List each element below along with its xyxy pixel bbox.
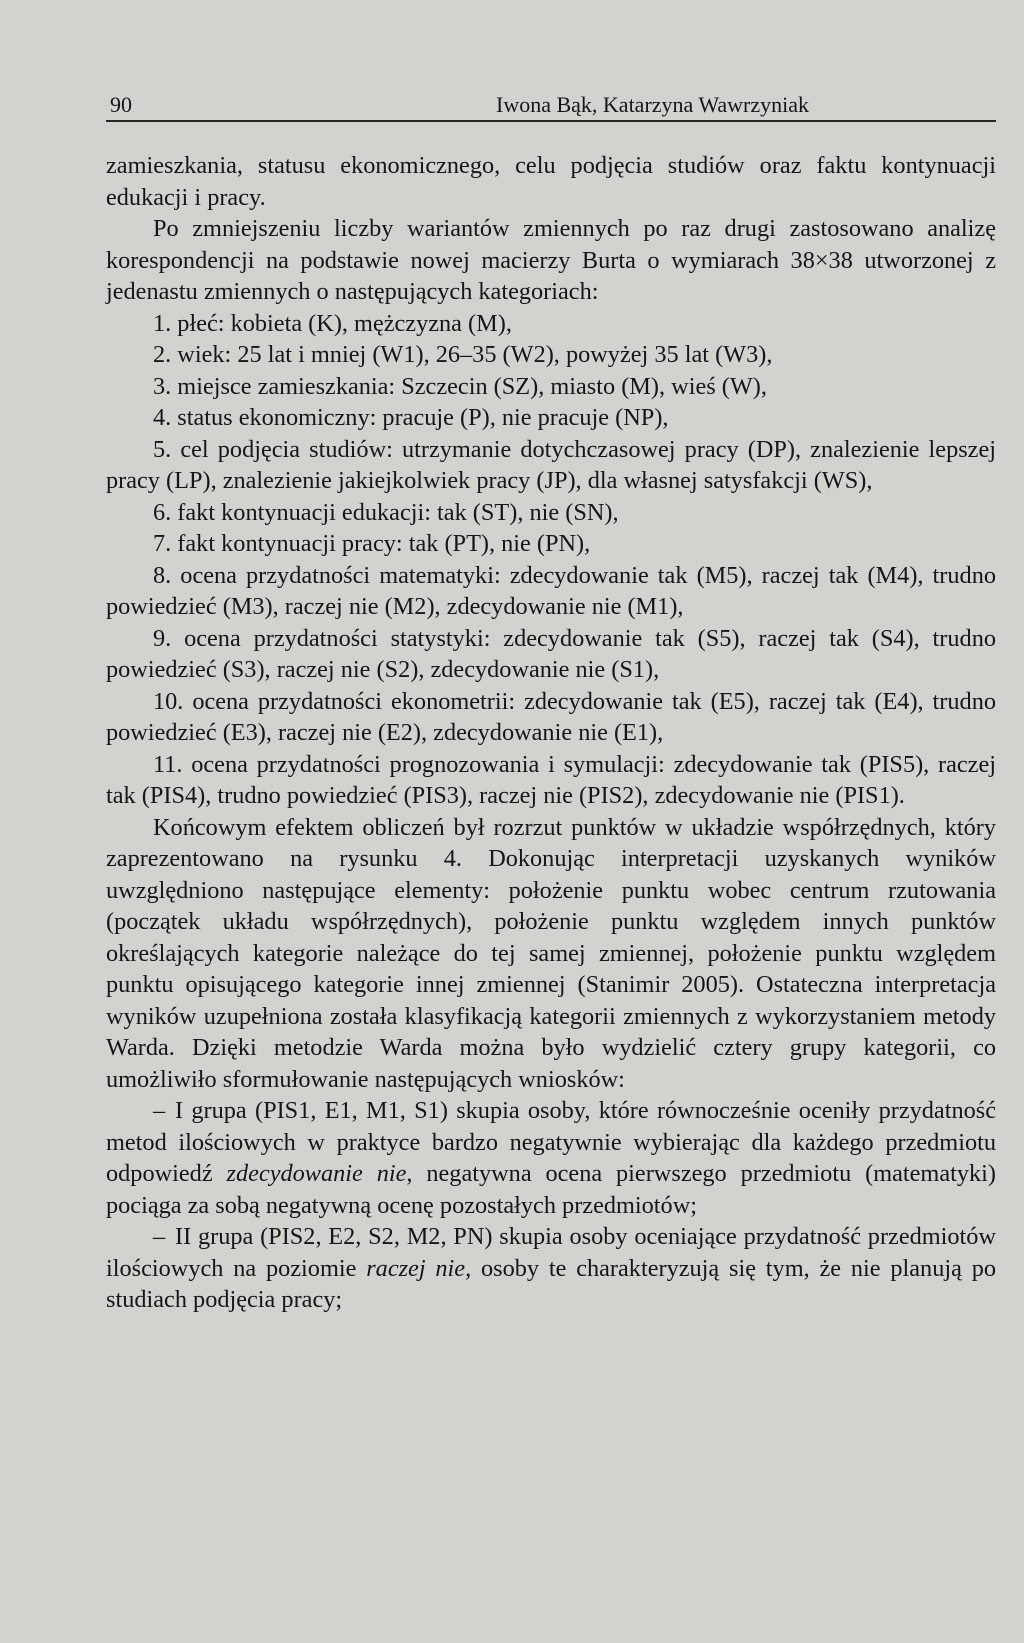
page-header [106,86,996,122]
dash-marker: – [153,1097,166,1124]
paragraph-results: Końcowym efektem obliczeń był rozrzut punktów w układzie współrzędnych, który zaprezentowano na rysunku 4. Dokonując interpretacji uzyskanych wyników uwzględniono następujące elementy: położenie punktu wobec centrum rzutowania (początek układu współrzędnych), położenie punktu względem innych punktów określających kategorie należące do tej samej zmiennej, położenie punktu względem punktu opisującego kategorie innej zmiennej (Stanimir 2005). Ostateczna interpretacja wyników uzupełniona została klasyfikacją kategorii zmiennych z wykorzystaniem metody Warda. Dzięki metodzie Warda można było wydzielić cztery grupy kategorii, co umożliwiło sformułowanie następujących wniosków: [106,813,996,1093]
paragraph-continuation: zamieszkania, statusu ekonomicznego, celu podjęcia studiów oraz faktu kontynuacji edukacji i pracy. [106,152,996,211]
list-item: 4. status ekonomiczny: pracuje (P), nie pracuje (NP), [153,404,669,431]
group-item-2 [106,1221,996,1316]
paragraph-intro: Po zmniejszeniu liczby wariantów zmiennych po raz drugi zastosowano analizę korespondencji na podstawie nowej macierzy Burta o wymiarach 38×38 utworzonej z jedenastu zmiennych o następujących kategoriach: [106,215,996,305]
group-text: I grupa (PIS1, E1, M1, S1) skupia osoby, które równocześnie oceniły przydatność metod ilościowych w praktyce bardzo negatywnie wybierając dla każdego przedmiotu odpowiedź [106,1097,996,1187]
list-item: 7. fakt kontynuacji pracy: tak (PT), nie (PN), [153,530,591,557]
list-item: 8. ocena przydatności matematyki: zdecydowanie tak (M5), raczej tak (M4), trudno powiedzieć (M3), raczej nie (M2), zdecydowanie nie (M1), [106,561,996,620]
list-item: 2. wiek: 25 lat i mniej (W1), 26–35 (W2), powyżej 35 lat (W3), [153,341,773,368]
group-list [106,1095,996,1316]
body-text [106,150,996,1316]
list-item: 6. fakt kontynuacji edukacji: tak (ST), nie (SN), [153,498,619,526]
list-item: 10. ocena przydatności ekonometrii: zdecydowanie tak (E5), raczej tak (E4), trudno powiedzieć (E3), raczej nie (E2), zdecydowanie nie (E1), [106,687,996,746]
group-item-1 [106,1095,996,1221]
list-item: 5. cel podjęcia studiów: utrzymanie dotychczasowej pracy (DP), znalezienie lepszej pracy (LP), znalezienie jakiejkolwiek pracy (JP), dla własnej satysfakcji (WS), [106,435,996,494]
category-list [106,308,996,812]
group-text-end: , negatywna ocena pierwszego przedmiotu (matematyki) pociąga za sobą negatywną ocenę pozostałych przedmiotów; [106,1160,996,1219]
page-number: 90 [110,92,132,117]
list-item: 9. ocena przydatności statystyki: zdecydowanie tak (S5), raczej tak (S4), trudno powiedzieć (S3), raczej nie (S2), zdecydowanie nie (S1), [106,624,996,683]
list-item: 11. ocena przydatności prognozowania i symulacji: zdecydowanie tak (PIS5), raczej tak (PIS4), trudno powiedzieć (PIS3), raczej nie (PIS2), zdecydowanie nie (PIS1). [106,750,996,809]
group-text-end: , osoby te charakteryzują się tym, że nie planują po studiach podjęcia pracy; [106,1254,997,1313]
group-text: II grupa (PIS2, E2, S2, M2, PN) skupia osoby oceniające przydatność przedmiotów ilościowych na poziomie [106,1223,996,1282]
list-item: 3. miejsce zamieszkania: Szczecin (SZ), miasto (M), wieś (W), [153,372,767,400]
list-item: 1. płeć: kobieta (K), mężczyzna (M), [153,309,512,337]
group-emphasis: raczej nie [366,1254,466,1282]
group-emphasis: zdecydowanie nie [226,1160,407,1187]
dash-marker: – [153,1223,166,1250]
running-head: Iwona Bąk, Katarzyna Wawrzyniak [496,92,810,117]
